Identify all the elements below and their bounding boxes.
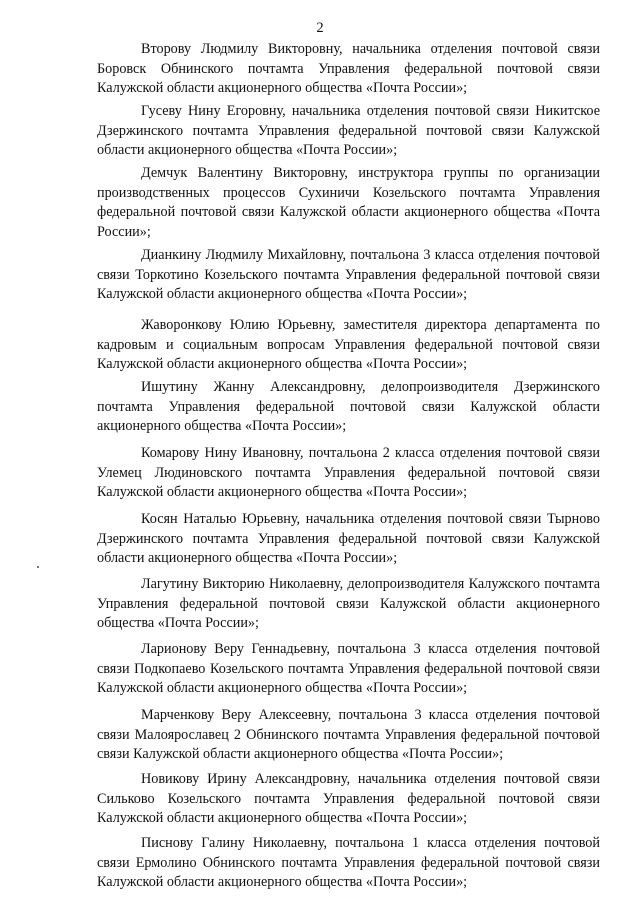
page-number: 2 [316,20,324,36]
list-item-komarova: Комарову Нину Ивановну, почтальона 2 класса отделения почтовой связи Улемец Людиновского почтамта Управления федеральной почтовой связи Калужской области акционерного общества «Почта России»; [97,445,600,500]
list-item-diankina: Дианкину Людмилу Михайловну, почтальона 3 класса отделения почтовой связи Торкотино Козельского почтамта Управления федеральной почтовой связи Калужской области акционерного общества «Почта России»; [97,247,600,302]
list-item-vtorova: Второву Людмилу Викторовну, начальника отделения почтовой связи Боровск Обнинского почтамта Управления федеральной почтовой связи Калужской области акционерного общества «Почта России»; [97,41,600,96]
list-item-guseva: Гусеву Нину Егоровну, начальника отделения почтовой связи Никитское Дзержинского почтамта Управления федеральной почтовой связи Калужской области акционерного общества «Почта России»; [97,103,600,158]
list-item-kosyan: Косян Наталью Юрьевну, начальника отделения почтовой связи Тырново Дзержинского почтамта Управления федеральной почтовой связи Калужской области акционерного общества «Почта России»; [97,511,600,566]
list-item-marchenkova: Марченкову Веру Алексеевну, почтальона 3 класса отделения почтовой связи Малоярославец 2 Обнинского почтамта Управления федеральной почтовой связи Калужской области акционерного общества «Почта России»; [97,707,600,762]
list-item-novikova: Новикову Ирину Александровну, начальника отделения почтовой связи Сильково Козельского почтамта Управления федеральной почтовой связи Калужской области акционерного общества «Почта России»; [97,771,600,826]
list-item-zhavoronkova: Жаворонкову Юлию Юрьевну, заместителя директора департамента по кадровым и социальным вопросам Управления федеральной почтовой связи Калужской области акционерного общества «Почта России»; [97,317,600,372]
list-item-pisnova: Писнову Галину Николаевну, почтальона 1 класса отделения почтовой связи Ермолино Обнинского почтамта Управления федеральной почтовой связи Калужской области акционерного общества «Почта России»; [97,835,600,890]
list-item-demchuk: Демчук Валентину Викторовну, инструктора группы по организации производственных процессов Сухиничи Козельского почтамта Управления федеральной почтовой связи Калужской области акционерного общества «Почта России»; [97,165,600,240]
list-item-larionova: Ларионову Веру Геннадьевну, почтальона 3 класса отделения почтовой связи Подкопаево Козельского почтамта Управления федеральной почтовой связи Калужской области акционерного общества «Почта России»; [97,641,600,696]
list-item-ishutina: Ишутину Жанну Александровну, делопроизводителя Дзержинского почтамта Управления федеральной почтовой связи Калужской области акционерного общества «Почта России»; [97,379,600,434]
list-item-lagutina: Лагутину Викторию Николаевну, делопроизводителя Калужского почтамта Управления федеральной почтовой связи Калужской области акционерного общества «Почта России»; [97,576,600,631]
scan-speck [37,566,39,568]
